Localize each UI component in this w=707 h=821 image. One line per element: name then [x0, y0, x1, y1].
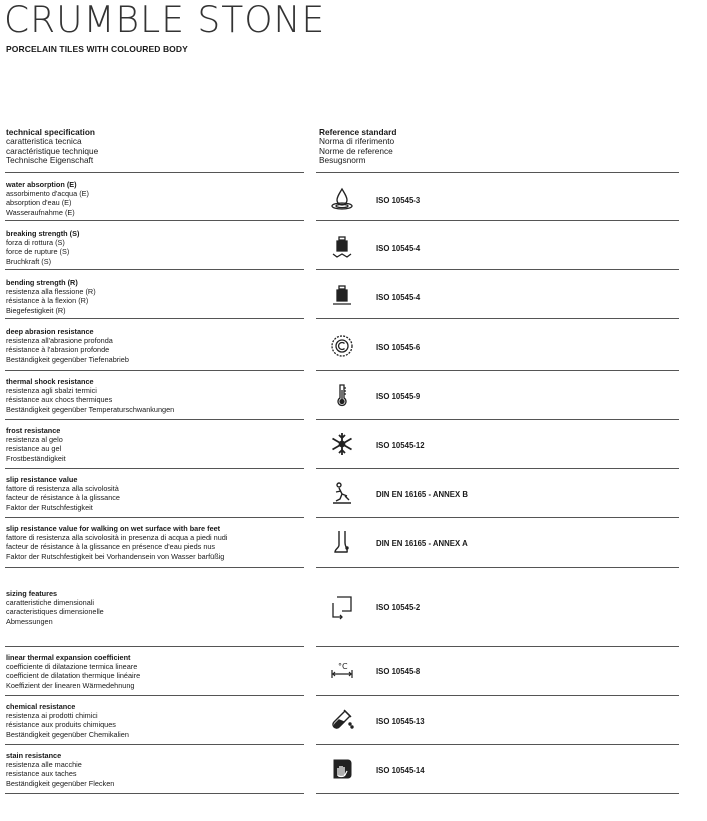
divider [316, 468, 679, 469]
header-technical-specification [6, 128, 98, 165]
spec-title: linear thermal expansion coefficient [6, 653, 131, 662]
standard-value: ISO 10545-8 [376, 667, 421, 676]
test-tube-icon [329, 707, 355, 733]
spec-translation: Bruchkraft (S) [6, 256, 52, 266]
spec-translation: assorbimento d'acqua (E) [6, 189, 89, 199]
standard-value: DIN EN 16165 - ANNEX A [376, 539, 468, 548]
bare-foot-icon [329, 529, 355, 555]
abrasion-icon [329, 333, 355, 359]
standard-value: ISO 10545-12 [376, 441, 425, 450]
spec-translation: force de rupture (S) [6, 247, 70, 257]
snowflake-icon [329, 431, 355, 457]
spec-translation: Abmessungen [6, 616, 53, 626]
spec-title: water absorption (E) [6, 180, 77, 189]
divider [316, 318, 679, 319]
spec-label [6, 229, 79, 266]
header-reference-standard [319, 128, 396, 165]
standard-value: ISO 10545-13 [376, 717, 425, 726]
spec-translation: Beständigkeit gegenüber Chemikalien [6, 729, 129, 739]
divider [316, 172, 679, 173]
spec-title: chemical resistance [6, 702, 76, 711]
standard-value: DIN EN 16165 - ANNEX B [376, 490, 469, 499]
spec-translation: coefficient de dilatation thermique linéaire [6, 671, 141, 681]
spec-translation: resistenza ai prodotti chimici [6, 711, 98, 721]
header-right-line: Norma di riferimento [319, 136, 395, 147]
divider [316, 370, 679, 371]
spec-translation: Faktor der Rutschfestigkeit bei Vorhandensein von Wasser barfüßig [6, 551, 225, 561]
thermometer-icon [329, 382, 355, 408]
divider [5, 567, 304, 568]
spec-translation: resistance aux taches [6, 769, 77, 779]
divider [5, 419, 304, 420]
spec-translation: Frostbeständigkeit [6, 453, 66, 463]
divider [5, 220, 304, 221]
spec-title: thermal shock resistance [6, 377, 94, 386]
spec-title: breaking strength (S) [6, 229, 80, 238]
divider [316, 269, 679, 270]
header-left-line: technical specification [6, 127, 95, 137]
header-right-line: Reference standard [319, 127, 397, 137]
standard-value: ISO 10545-3 [376, 196, 421, 205]
page-title: CRUMBLE STONE [4, 0, 326, 42]
spec-label [6, 653, 140, 690]
spec-translation: resistenza agli sbalzi termici [6, 386, 97, 396]
header-left-line: caractéristique technique [6, 145, 99, 156]
spec-translation: Beständigkeit gegenüber Tiefenabrieb [6, 354, 129, 364]
spec-title: bending strength (R) [6, 278, 78, 287]
standard-value: ISO 10545-4 [376, 293, 421, 302]
divider [5, 172, 304, 173]
divider [5, 269, 304, 270]
weight-icon [329, 283, 355, 309]
divider [5, 744, 304, 745]
standard-value: ISO 10545-4 [376, 244, 421, 253]
spec-title: slip resistance value [6, 475, 78, 484]
spec-label [6, 327, 129, 364]
spec-translation: caratteristiche dimensionali [6, 598, 95, 608]
standard-value: ISO 10545-2 [376, 603, 421, 612]
spec-translation: Wasseraufnahme (E) [6, 207, 75, 217]
standard-value: ISO 10545-14 [376, 766, 425, 775]
divider [316, 517, 679, 518]
slipping-person-icon [329, 480, 355, 506]
spec-translation: Biegefestigkeit (R) [6, 305, 66, 315]
spec-translation: fattore di resistenza alla scivolosità [6, 484, 119, 494]
spec-title: frost resistance [6, 426, 61, 435]
divider [316, 695, 679, 696]
divider [316, 646, 679, 647]
divider [316, 419, 679, 420]
spec-label [6, 751, 114, 788]
spec-label [6, 426, 66, 463]
spec-translation: caracteristiques dimensionelle [6, 607, 104, 617]
divider [5, 318, 304, 319]
spec-translation: facteur de résistance à la glissance en présence d'eau pieds nus [6, 542, 216, 552]
divider [316, 220, 679, 221]
spec-title: stain resistance [6, 751, 62, 760]
spec-label [6, 180, 89, 217]
spec-translation: forza di rottura (S) [6, 238, 65, 248]
header-right-line: Besugsnorm [319, 154, 366, 165]
spec-title: sizing features [6, 589, 58, 598]
spec-label [6, 377, 174, 414]
stain-hand-icon [329, 756, 355, 782]
divider [316, 567, 679, 568]
header-left-line: caratteristica tecnica [6, 136, 82, 147]
spec-label [6, 278, 96, 315]
spec-label [6, 475, 120, 512]
spec-translation: resistenza al gelo [6, 435, 63, 445]
spec-translation: résistance aux produits chimiques [6, 720, 116, 730]
spec-translation: coefficiente di dilatazione termica lineare [6, 662, 138, 672]
divider [316, 744, 679, 745]
divider [316, 793, 679, 794]
thermal-expansion-icon [329, 659, 355, 685]
divider [5, 517, 304, 518]
page-subtitle: PORCELAIN TILES WITH COLOURED BODY [6, 44, 188, 54]
water-drop-icon [329, 186, 355, 212]
divider [5, 793, 304, 794]
spec-translation: Koeffizient der linearen Wärmedehnung [6, 680, 135, 690]
weight-on-tile-icon [329, 234, 355, 260]
spec-translation: absorption d'eau (E) [6, 198, 72, 208]
spec-label [6, 524, 227, 561]
spec-translation: résistance à l'abrasion profonde [6, 345, 110, 355]
sizing-square-icon [329, 594, 355, 620]
standard-value: ISO 10545-9 [376, 392, 421, 401]
spec-title: deep abrasion resistance [6, 327, 94, 336]
spec-translation: resistance au gel [6, 444, 62, 454]
spec-translation: resistenza alla flessione (R) [6, 287, 96, 297]
standard-value: ISO 10545-6 [376, 343, 421, 352]
spec-translation: fattore di resistenza alla scivolosità in presenza di acqua a piedi nudi [6, 533, 228, 543]
divider [5, 646, 304, 647]
header-right-line: Norme de reference [319, 145, 393, 156]
spec-label [6, 702, 129, 739]
divider [5, 695, 304, 696]
divider [5, 370, 304, 371]
header-left-line: Technische Eigenschaft [6, 154, 94, 165]
spec-translation: resistenza alle macchie [6, 760, 82, 770]
spec-translation: Faktor der Rutschfestigkeit [6, 502, 93, 512]
spec-translation: Beständigkeit gegenüber Temperaturschwankungen [6, 404, 175, 414]
spec-translation: résistance aux chocs thermiques [6, 395, 113, 405]
spec-translation: Beständigkeit gegenüber Flecken [6, 778, 115, 788]
spec-translation: résistance à la flexion (R) [6, 296, 89, 306]
spec-translation: resistenza all'abrasione profonda [6, 336, 113, 346]
divider [5, 468, 304, 469]
spec-label [6, 589, 104, 626]
spec-translation: facteur de résistance à la glissance [6, 493, 120, 503]
svg-text:°C: °C [338, 662, 348, 671]
spec-title: slip resistance value for walking on wet surface with bare feet [6, 524, 221, 533]
